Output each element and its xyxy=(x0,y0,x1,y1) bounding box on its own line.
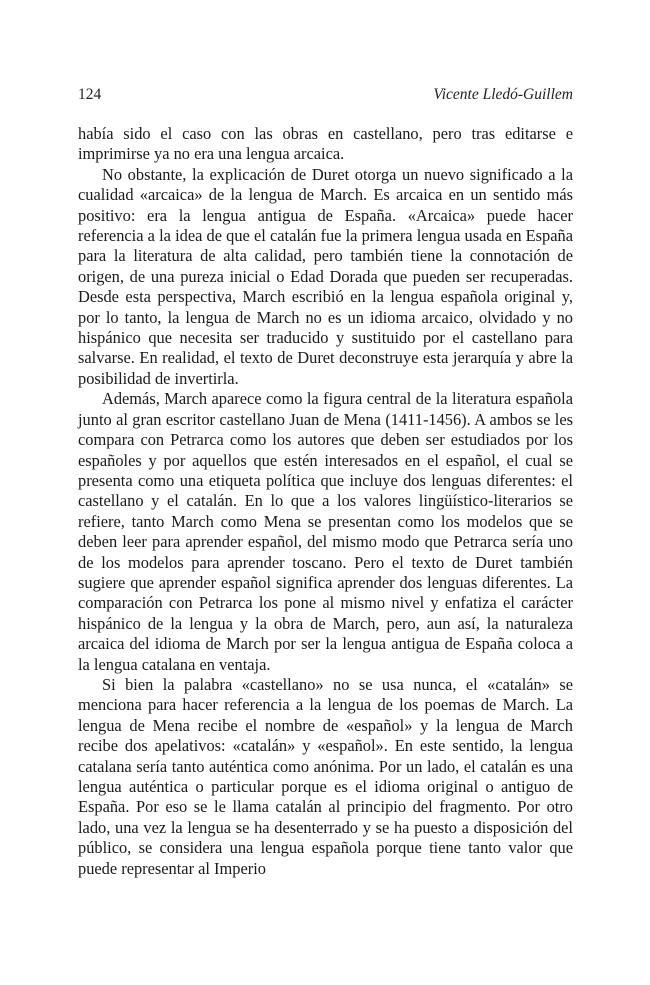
body-text xyxy=(78,124,573,879)
paragraph: Además, March aparece como la figura central de la literatura española junto al gran escritor castellano Juan de Mena (1411-1456). A ambos se les compara con Petrarca como los autores que deben ser estudiados por los españoles y por aquellos que estén interesados en el español, el cual se presenta como una etiqueta política que incluye dos lenguas diferentes: el castellano y el catalán. En lo que a los valores lingüístico-literarios se refiere, tanto March como Mena se presentan como los modelos que se deben leer para aprender español, del mismo modo que Petrarca sería uno de los modelos para aprender toscano. Pero el texto de Duret también sugiere que aprender español significa aprender dos lenguas diferentes. La comparación con Petrarca los pone al mismo nivel y enfatiza el carácter hispánico de la lengua y la obra de March, pero, aun así, la naturaleza arcaica del idioma de March por ser la lengua antigua de España coloca a la lengua catalana en ventaja. xyxy=(78,389,573,674)
page-number: 124 xyxy=(78,86,102,103)
running-header xyxy=(78,86,573,104)
paragraph: No obstante, la explicación de Duret otorga un nuevo significado a la cualidad «arcaica» de la lengua de March. Es arcaica en un sentido más positivo: era la lengua antigua de España. «Arcaica» puede hacer referencia a la idea de que el catalán fue la primera lengua usada en España para la literatura de alta calidad, pero también tiene la connotación de origen, de una pureza inicial o Edad Dorada que pueden ser recuperadas. Desde esta perspectiva, March escribió en la lengua española original y, por lo tanto, la lengua de March no es un idioma arcaico, olvidado y no hispánico que necesita ser traducido y sustituido por el castellano para salvarse. En realidad, el texto de Duret deconstruye esta jerarquía y abre la posibilidad de invertirla. xyxy=(78,164,573,388)
running-head-author: Vicente Lledó-Guillem xyxy=(433,86,573,103)
paragraph: Si bien la palabra «castellano» no se usa nunca, el «catalán» se menciona para hacer referencia a la lengua de los poemas de March. La lengua de Mena recibe el nombre de «español» y la lengua de March recibe dos apelativos: «catalán» y «español». En este sentido, la lengua catalana sería tanto auténtica como anónima. Por un lado, el catalán es una lengua auténtica o particular porque es el idioma original o antiguo de España. Por eso se le llama catalán al principio del fragmento. Por otro lado, una vez la lengua se ha desenterrado y se ha puesto a disposición del público, se considera una lengua española porque tiene tanto valor que puede representar al Imperio xyxy=(78,674,573,878)
paragraph-continuation: había sido el caso con las obras en castellano, pero tras editarse e imprimirse ya no era una lengua arcaica. xyxy=(78,124,573,164)
